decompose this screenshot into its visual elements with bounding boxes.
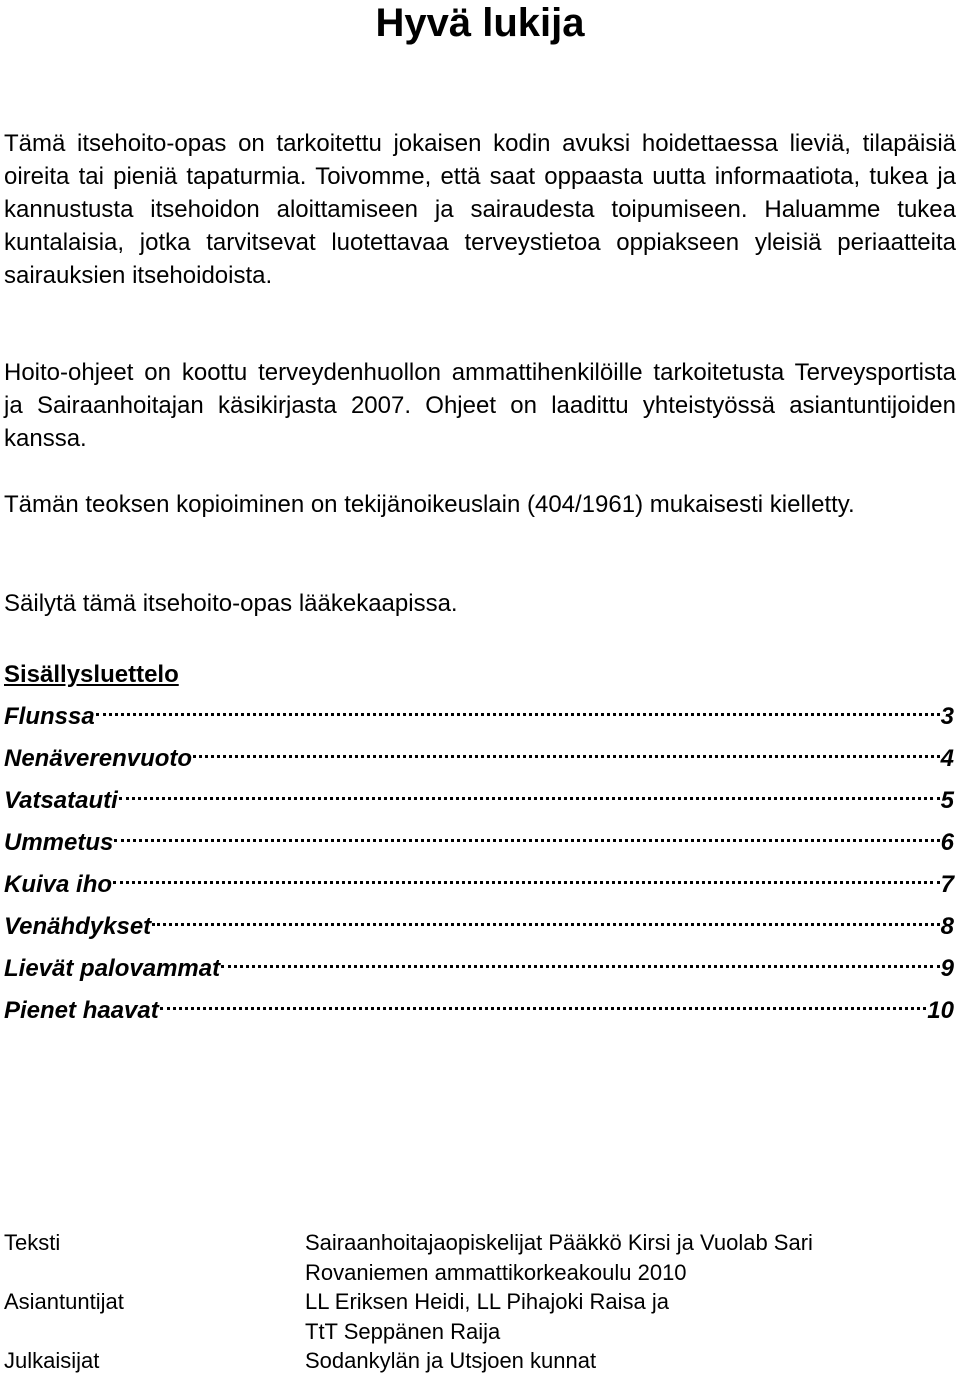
toc-entry-label: Vatsatauti [4, 787, 118, 814]
credit-value: TtT Seppänen Raija [305, 1318, 501, 1344]
toc-leader-dots [193, 733, 940, 766]
credit-label [4, 1317, 305, 1347]
toc-entry-vatsatauti[interactable] [4, 775, 954, 817]
toc-entry-label: Kuiva iho [4, 871, 113, 898]
toc-entry-label: Pienet haavat [4, 997, 159, 1024]
credit-row [4, 1287, 956, 1317]
toc-leader-dots [160, 985, 927, 1018]
toc-entry-label: Flunssa [4, 703, 95, 730]
toc-entry-page: 3 [940, 703, 954, 730]
credits-block [4, 1228, 956, 1376]
copyright-paragraph: Tämän teoksen kopioiminen on tekijänoikeuslain (404/1961) mukaisesti kielletty. [4, 491, 855, 518]
toc-leader-dots [114, 817, 939, 850]
source-paragraph: Hoito-ohjeet on koottu terveydenhuollon ammattihenkilöille tarkoitetusta Terveysportista ja Sairaanhoitajan käsikirjasta 2007. Ohjeet on laadittu yhteistyössä asiantuntijoiden kanssa. [4, 359, 956, 452]
credit-value: Sodankylän ja Utsjoen kunnat [305, 1348, 597, 1373]
credit-label: Asiantuntijat [4, 1289, 124, 1314]
credit-label [4, 1258, 305, 1288]
toc-entry-kuiva-iho[interactable] [4, 859, 954, 901]
toc-entry-page: 5 [940, 787, 954, 814]
toc-leader-dots [96, 691, 940, 724]
toc-entry-venahdykset[interactable] [4, 901, 954, 943]
toc-leader-dots [152, 901, 939, 934]
table-of-contents [4, 658, 954, 1027]
toc-heading: Sisällysluettelo [4, 661, 179, 688]
toc-entry-page: 9 [940, 955, 954, 982]
toc-entry-ummetus[interactable] [4, 817, 954, 859]
toc-leader-dots [221, 943, 940, 976]
intro-paragraph: Tämä itsehoito-opas on tarkoitettu jokaisen kodin avuksi hoidettaessa lieviä, tilapäisiä oireita tai pieniä tapaturmia. Toivomme, että saat oppaasta uutta informaatiota, tukea ja kannustusta itsehoidon aloittamiseen ja sairaudesta toipumiseen. Haluamme tukea kuntalaisia, jotka tarvitsevat luotettavaa terveystietoa oppiakseen yleisiä periaatteita sairauksien itsehoidoista. [4, 130, 956, 289]
credit-value: Sairaanhoitajaopiskelijat Pääkkö Kirsi ja Vuolab Sari [305, 1230, 813, 1255]
toc-entry-pienet-haavat[interactable] [4, 985, 954, 1027]
toc-entry-label: Venähdykset [4, 913, 152, 940]
toc-entry-label: Ummetus [4, 829, 114, 856]
toc-entry-lievat-palovammat[interactable] [4, 943, 954, 985]
credit-value: Rovaniemen ammattikorkeakoulu 2010 [305, 1259, 687, 1285]
toc-leader-dots [113, 859, 940, 892]
toc-entry-page: 7 [940, 871, 954, 898]
credit-row [4, 1346, 956, 1376]
credit-label: Julkaisijat [4, 1348, 100, 1373]
document-page [4, 0, 956, 1373]
toc-entry-label: Nenäverenvuoto [4, 745, 193, 772]
credit-row [4, 1228, 956, 1258]
toc-entry-label: Lievät palovammat [4, 955, 221, 982]
toc-entry-page: 6 [940, 829, 954, 856]
credit-value: LL Eriksen Heidi, LL Pihajoki Raisa ja [305, 1289, 669, 1314]
toc-entry-page: 10 [927, 997, 954, 1024]
toc-entry-page: 4 [940, 745, 954, 772]
storage-note: Säilytä tämä itsehoito-opas lääkekaapissa. [4, 590, 458, 617]
page-title: Hyvä lukija [375, 1, 585, 45]
credit-label: Teksti [4, 1230, 61, 1255]
credit-row [4, 1258, 956, 1288]
toc-entry-nenaverenvuoto[interactable] [4, 733, 954, 775]
toc-leader-dots [119, 775, 940, 808]
credit-row [4, 1317, 956, 1347]
toc-entry-flunssa[interactable] [4, 691, 954, 733]
toc-entry-page: 8 [940, 913, 954, 940]
